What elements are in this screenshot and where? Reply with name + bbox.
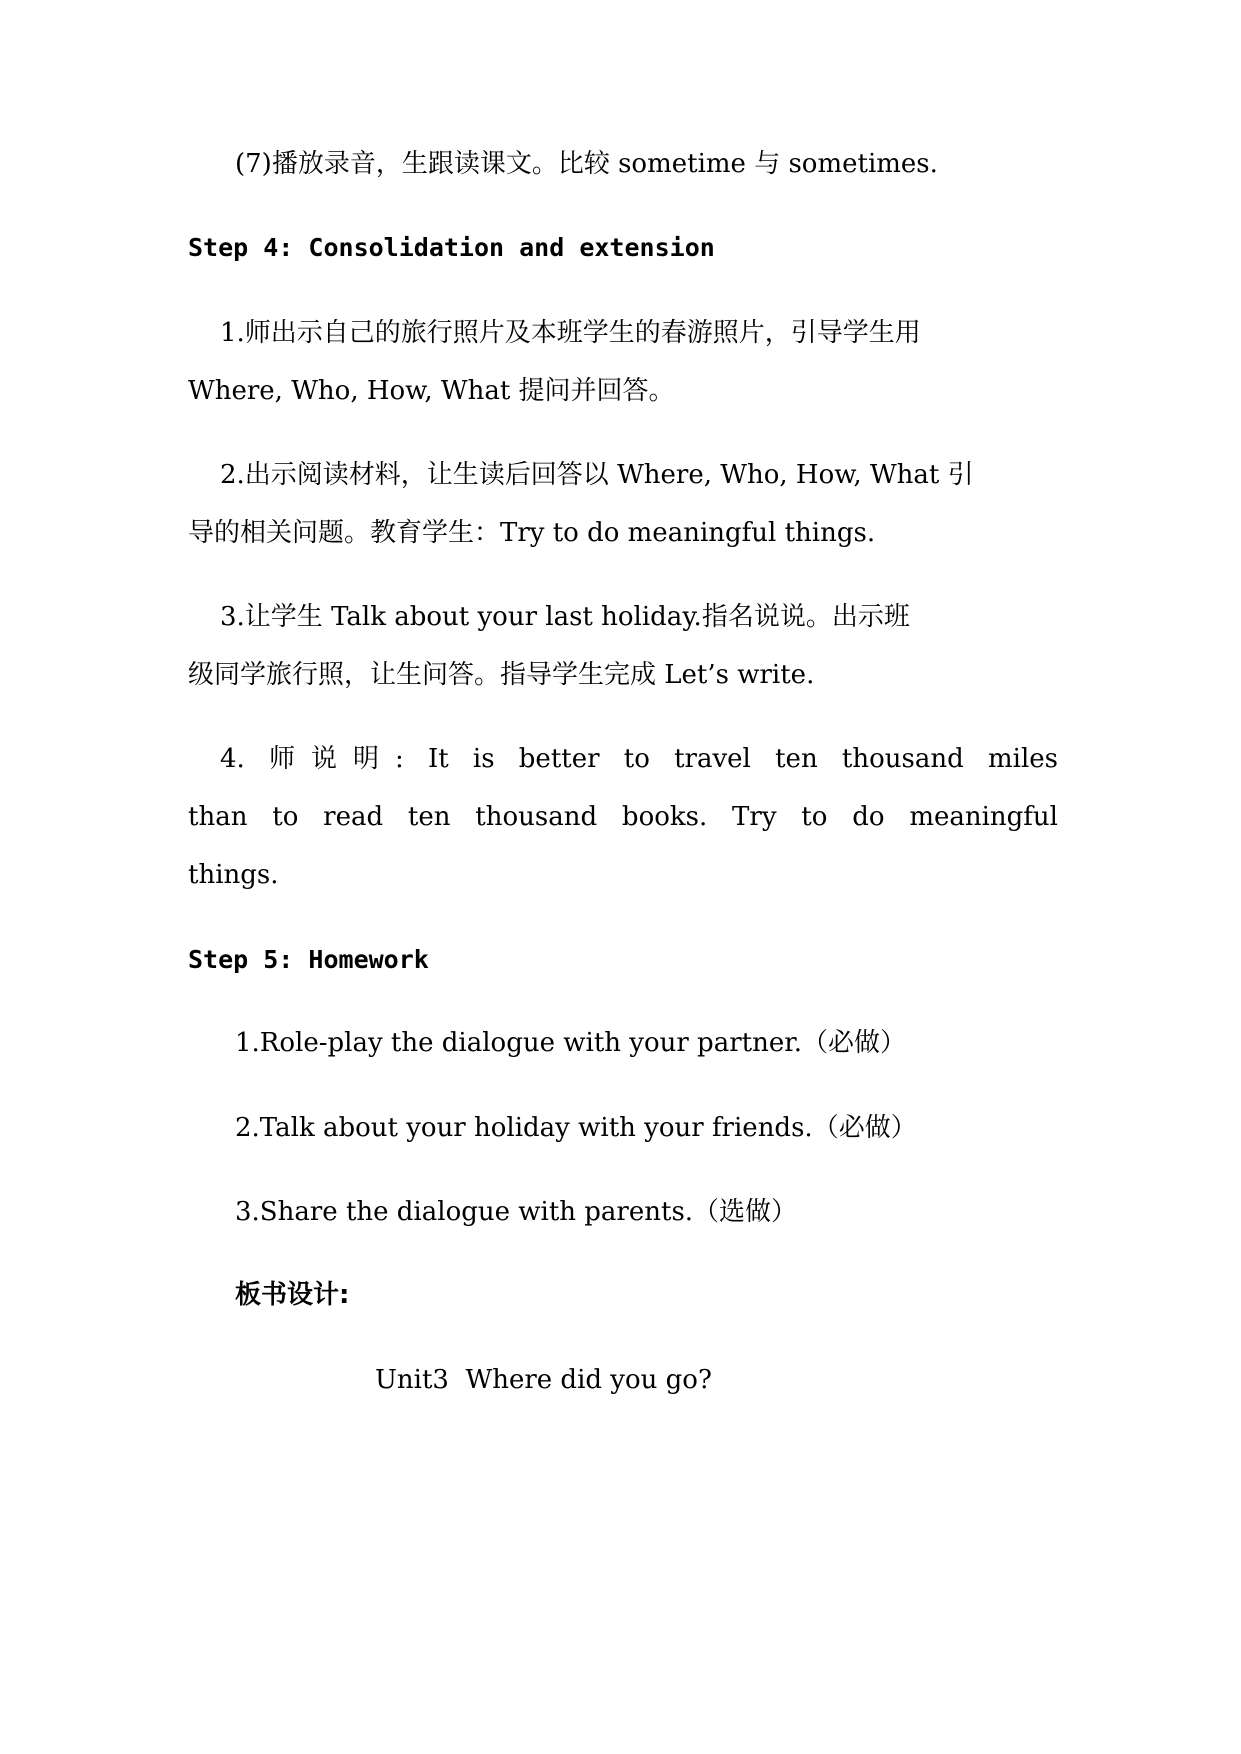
step4-item4-line3: things. (188, 860, 279, 890)
homework-item-2: 2.Talk about your holiday with your friends.（必做） (235, 1113, 917, 1143)
step4-item4-line1: 4. 师说明: It is better to travel ten thousand miles (220, 744, 1058, 774)
step4-item4-line2: than to read ten thousand books. Try to do meaningful (188, 802, 1058, 832)
board-design-title: Unit3 Where did you go? (375, 1365, 712, 1395)
step4-item2-line2: 导的相关问题。教育学生：Try to do meaningful things. (188, 518, 876, 548)
step4-item1-line2: Where, Who, How, What 提问并回答。 (188, 376, 675, 406)
homework-item-1: 1.Role-play the dialogue with your partner.（必做） (235, 1028, 907, 1058)
step4-item2-line1: 2.出示阅读材料，让生读后回答以 Where, Who, How, What 引 (220, 460, 974, 490)
step4-item3-line1: 3.让学生 Talk about your last holiday.指名说说。出示班 (220, 602, 910, 632)
step4-item1-line1: 1.师出示自己的旅行照片及本班学生的春游照片，引导学生用 (220, 318, 921, 348)
board-design-label: 板书设计: (235, 1280, 350, 1310)
step5-heading: Step 5: Homework (188, 945, 429, 974)
step4-item3-line2: 级同学旅行照，让生问答。指导学生完成 Let’s write. (188, 660, 815, 690)
step4-heading: Step 4: Consolidation and extension (188, 233, 715, 262)
step3-item-7: (7)播放录音，生跟读课文。比较 sometime 与 sometimes. (235, 149, 938, 179)
homework-item-3: 3.Share the dialogue with parents.（选做） (235, 1197, 798, 1227)
